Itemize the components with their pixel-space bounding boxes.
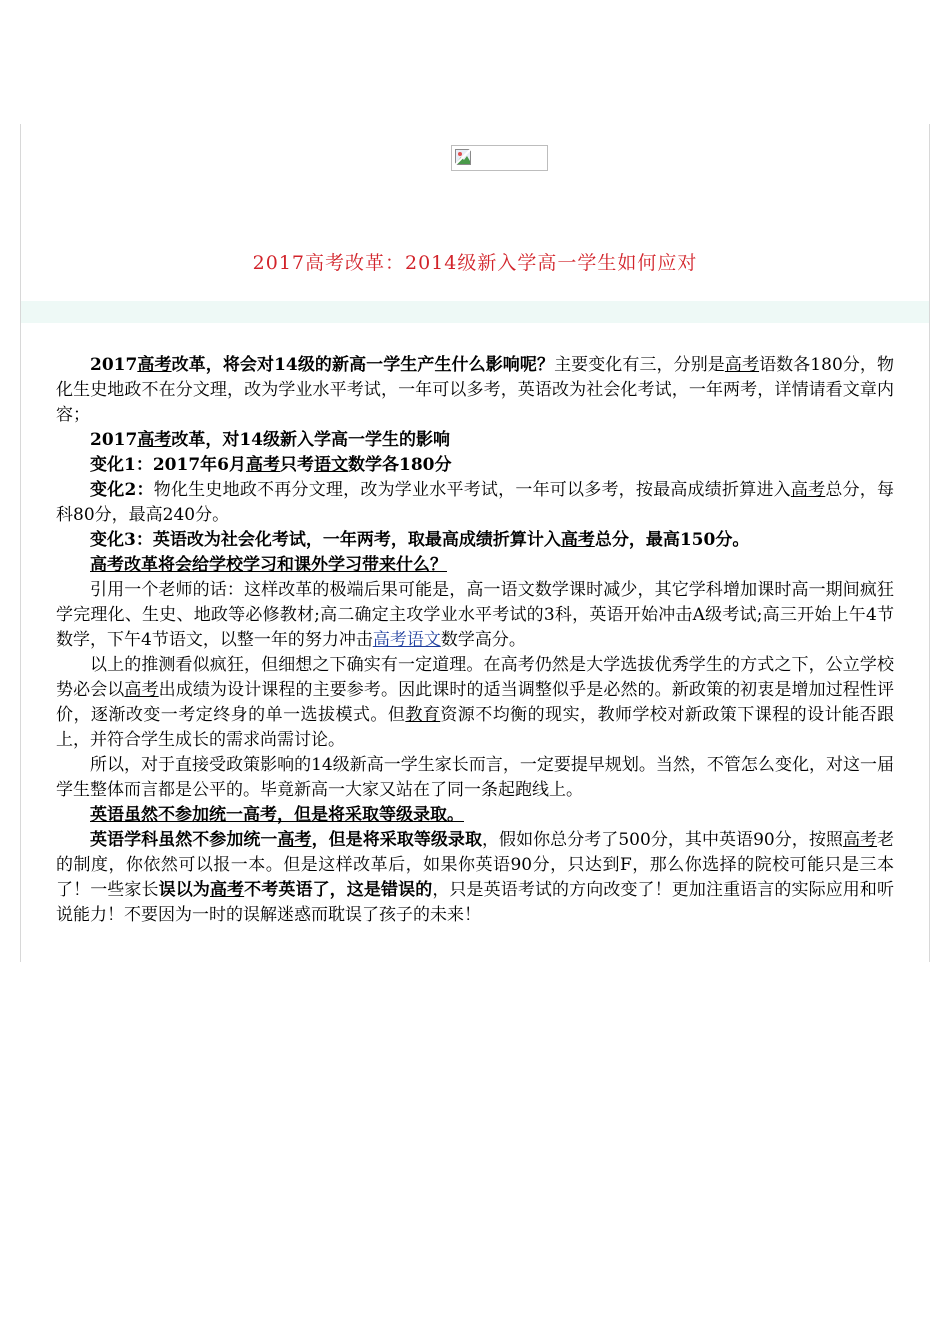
header-image — [451, 145, 548, 171]
paragraph-change-2 — [56, 478, 894, 528]
text: 变化1：2017年6月 — [90, 455, 246, 475]
link-gaokao[interactable]: 高考 — [790, 480, 826, 500]
text: 误以为 — [158, 880, 210, 900]
text: 老的制度，你依然可以报一本。但是这样改革后，如果你英语90分，只达到F，那么你选择的院校可能只是三本了！一些家长 — [56, 830, 895, 900]
link-gaokao[interactable]: 高考 — [842, 830, 878, 850]
paragraph-advice — [56, 753, 894, 803]
text: 数学高分。 — [440, 630, 526, 650]
text: 2017 — [90, 355, 138, 375]
page-title: 2017高考改革：2014级新入学高一学生如何应对 — [252, 252, 698, 274]
text: 改革，将会对14级的新高一学生产生什么影响呢？ — [171, 355, 555, 375]
text: 资源不均衡的现实，教师学校对新政策下课程的设计能否跟上，并符合学生成长的需求尚需讨论。 — [56, 705, 895, 750]
link-gaokao[interactable]: 高考 — [277, 830, 312, 850]
paragraph-change-1 — [56, 453, 894, 478]
text: 变化3：英语改为社会化考试，一年两考，取最高成绩折算计入 — [90, 530, 561, 550]
text: 2017 — [90, 430, 138, 450]
link-gaokao[interactable]: 高考 — [124, 680, 159, 700]
text: 变化2： — [90, 480, 154, 500]
link-gaokao[interactable]: 高考 — [137, 430, 172, 450]
subheading-text: 高考改革将会给学校学习和课外学习带来什么？ — [90, 555, 447, 575]
link-gaokao[interactable]: 高考 — [245, 455, 280, 475]
article-body — [56, 353, 894, 928]
text: 总分，最高150分。 — [594, 530, 750, 550]
text: 改革，对14级新入学高一学生的影响 — [171, 430, 450, 450]
divider-band — [21, 301, 929, 323]
paragraph-quote — [56, 578, 894, 653]
link-gaokao[interactable]: 高考 — [560, 530, 595, 550]
link-gaokao[interactable]: 高考 — [137, 355, 172, 375]
text: ，只是英语考试的方向改变了！更加注重语言的实际应用和听说能力！不要因为一时的误解迷惑而耽误了孩子的未来！ — [56, 880, 895, 925]
paragraph-subheading — [56, 553, 894, 578]
text: 只考 — [279, 455, 314, 475]
paragraph-analysis — [56, 653, 894, 753]
text: 总分，每科80分，最高240分。 — [56, 480, 895, 525]
text: 主要变化有三，分别是 — [554, 355, 725, 375]
broken-image-icon — [455, 149, 471, 165]
link-chinese[interactable]: 语文 — [313, 455, 348, 475]
text: 出成绩为设计课程的主要参考。因此课时的适当调整似乎是必然的。新政策的初衷是增加过程性评价，逐渐改变一考定终身的单一选拔模式。但 — [56, 680, 895, 725]
text: 语数各180分，物化生史地政不在分文理，改为学业水平考试，一年可以多考，英语改为社会化考试，一年两考，详情请看文章内容； — [56, 355, 895, 425]
paragraph-intro — [56, 353, 894, 428]
text: 英语学科虽然不参加统一 — [90, 830, 278, 850]
text: 不考英语了，这是错误的 — [244, 880, 433, 900]
paragraph-heading — [56, 428, 894, 453]
paragraph-change-3 — [56, 528, 894, 553]
text: ，假如你总分考了500分，其中英语90分，按照 — [482, 830, 843, 850]
link-gaokao[interactable]: 高考 — [724, 355, 760, 375]
paragraph-english-heading — [56, 803, 894, 828]
text: 以上的推测看似疯狂，但细想之下确实有一定道理。在高考仍然是大学选拔优秀学生的方式之下，公立学校势必会以 — [56, 655, 894, 700]
text: 所以，对于直接受政策影响的14级新高一学生家长而言，一定要提早规划。当然，不管怎么变化，对这一届学生整体而言都是公平的。毕竟新高一大家又站在了同一条起跑线上。 — [56, 755, 894, 800]
text: 数学各180分 — [347, 455, 452, 475]
text: ，但是将采取等级录取 — [311, 830, 482, 850]
link-gaokao[interactable]: 高考 — [209, 880, 245, 900]
paragraph-english — [56, 828, 894, 928]
link-education[interactable]: 教育 — [405, 705, 441, 725]
link-gaokao-chinese[interactable]: 高考语文 — [372, 630, 441, 650]
text: 物化生史地政不再分文理，改为学业水平考试，一年可以多考，按最高成绩折算进入 — [153, 480, 791, 500]
text: 引用一个老师的话：这样改革的极端后果可能是，高一语文数学课时减少，其它学科增加课时高一期间疯狂学完理化、生史、地政等必修教材;高二确定主攻学业水平考试的3科，英语开始冲击A级考试;高三开始上午4节数学，下午4节语文，以整一年的努力冲击 — [56, 580, 894, 650]
subheading-text: 英语虽然不参加统一高考，但是将采取等级录取。 — [90, 805, 464, 825]
